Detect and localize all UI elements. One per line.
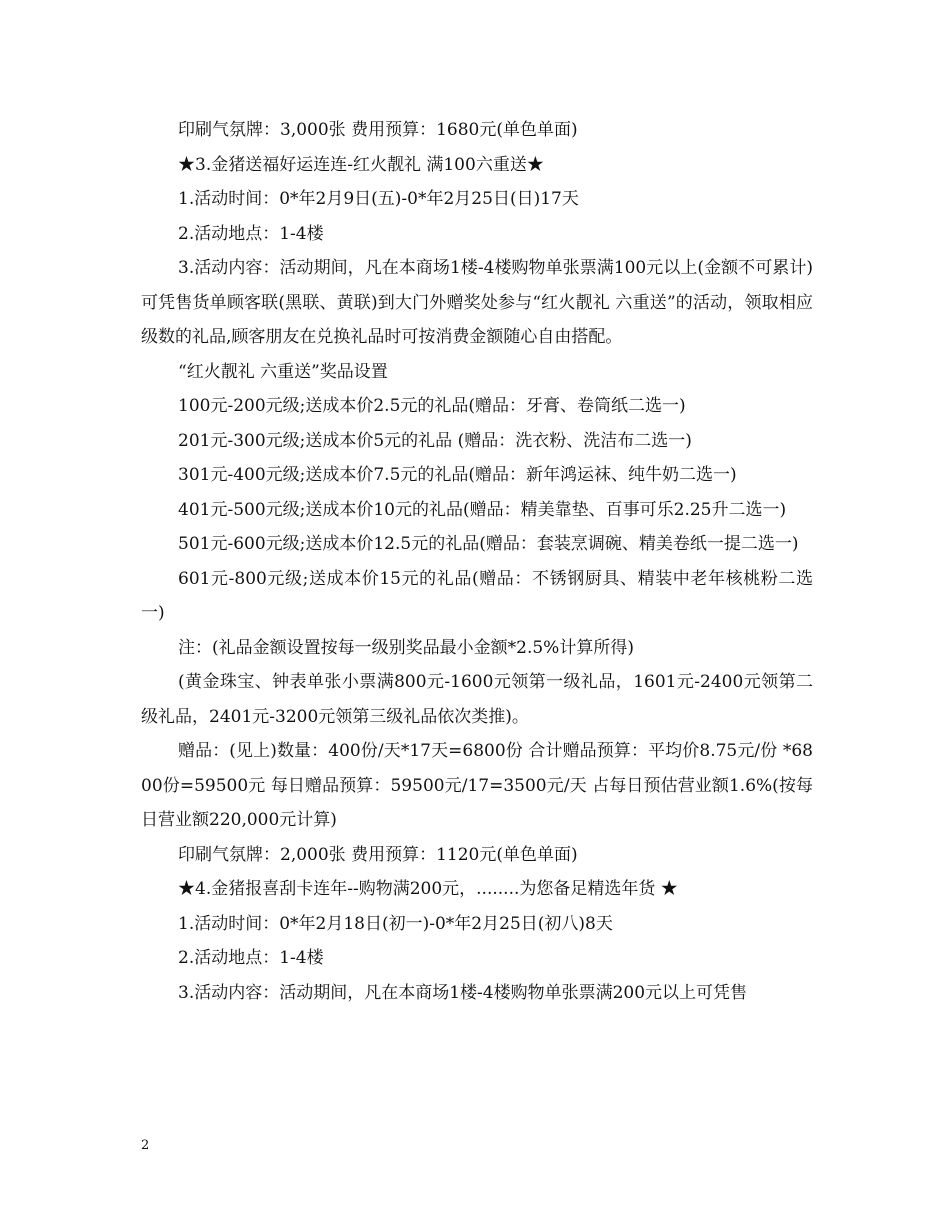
paragraph-prize-level-2: 201元-300元级;送成本价5元的礼品 (赠品：洗衣粉、洗洁布二选一) xyxy=(178,430,692,451)
paragraph-jewelry-rule: (黄金珠宝、钟表单张小票满800元-1600元领第一级礼品，1601元-2400元领第二级礼品，2401元-3200元领第三级礼品依次类推)。 xyxy=(141,672,813,727)
paragraph-activity-content: 3.活动内容：活动期间，凡在本商场1楼-4楼购物单张票满100元以上(金额不可累计)可凭售货单顾客联(黑联、黄联)到大门外赠奖处参与“红火靓礼 六重送”的活动，领取相应级数的礼品,顾客朋友在兑换礼品时可按消费金额随心自由搭配。 xyxy=(141,258,813,347)
paragraph-printing-budget-2: 印刷气氛牌：2,000张 费用预算：1120元(单色单面) xyxy=(178,844,578,865)
paragraph-prize-settings-title: “红火靓礼 六重送”奖品设置 xyxy=(178,361,388,382)
section-heading-4: ★4.金猪报喜刮卡连年--购物满200元，........为您备足精选年货 ★ xyxy=(178,879,678,899)
paragraph-gift-budget: 赠品：(见上)数量：400份/天*17天=6800份 合计赠品预算：平均价8.75元/份 *6800份=59500元 每日赠品预算：59500元/17=3500元/天 占每日预估营业额1.6%(按每日营业额220,000元计算) xyxy=(141,741,813,830)
paragraph-prize-level-6: 601元-800元级;送成本价15元的礼品(赠品：不锈钢厨具、精装中老年核桃粉二选一) xyxy=(141,568,813,623)
paragraph-prize-level-3: 301元-400元级;送成本价7.5元的礼品(赠品：新年鸿运袜、纯牛奶二选一) xyxy=(178,465,737,485)
paragraph-activity-location-4: 2.活动地点：1-4楼 xyxy=(178,948,324,968)
paragraph-prize-level-1: 100元-200元级;送成本价2.5元的礼品(赠品：牙膏、卷筒纸二选一) xyxy=(178,396,686,416)
paragraph-activity-location: 2.活动地点：1-4楼 xyxy=(178,223,324,244)
paragraph-note: 注：(礼品金额设置按每一级别奖品最小金额*2.5%计算所得) xyxy=(178,637,634,658)
paragraph-prize-level-5: 501元-600元级;送成本价12.5元的礼品(赠品：套装烹调碗、精美卷纸一提二选一) xyxy=(178,534,799,554)
paragraph-prize-level-4: 401元-500元级;送成本价10元的礼品(赠品：精美靠垫、百事可乐2.25升二选一) xyxy=(178,499,787,520)
paragraph-activity-time-4: 1.活动时间：0*年2月18日(初一)-0*年2月25日(初八)8天 xyxy=(178,913,613,934)
paragraph-activity-time: 1.活动时间：0*年2月9日(五)-0*年2月25日(日)17天 xyxy=(178,189,579,209)
paragraph-activity-content-4: 3.活动内容：活动期间，凡在本商场1楼-4楼购物单张票满200元以上可凭售 xyxy=(178,982,748,1003)
paragraph-printing-budget-1: 印刷气氛牌：3,000张 费用预算：1680元(单色单面) xyxy=(178,120,578,140)
document-body xyxy=(141,113,813,1010)
page-number: 2 xyxy=(141,1138,150,1153)
section-heading-3: ★3.金猪送福好运连连-红火靓礼 满100六重送★ xyxy=(178,154,544,175)
